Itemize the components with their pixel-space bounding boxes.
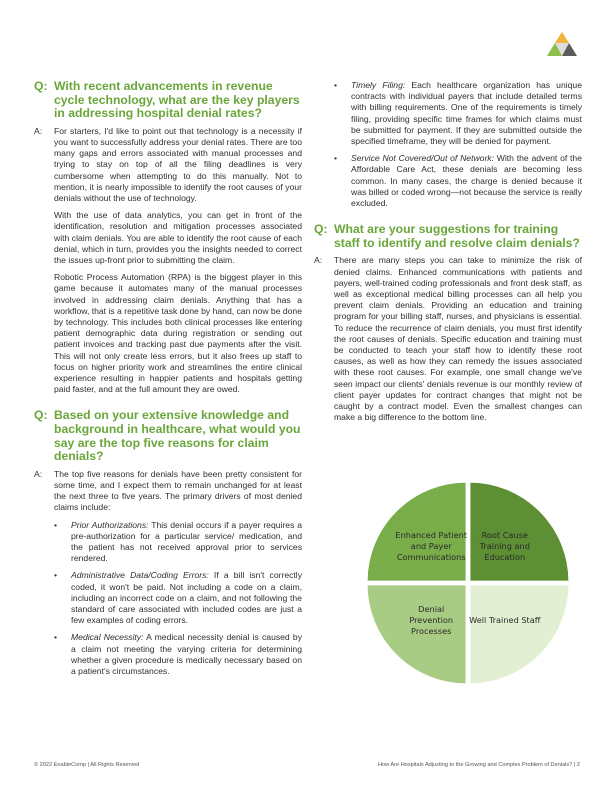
footer-copyright: © 2022 EnableComp | All Rights Reserved bbox=[34, 762, 140, 768]
pie-slice-label: Denial Prevention Processes bbox=[409, 603, 454, 636]
pie-slice-label: Enhanced Patient and Payer Communications bbox=[395, 530, 468, 563]
question-2-text: Based on your extensive knowledge and background in healthcare, what would you say are the top five reasons for claim denials? bbox=[54, 408, 301, 464]
bullet-term: Prior Authorizations: bbox=[71, 519, 149, 530]
answer-1-paragraph: For starters, I'd like to point out that technology is a necessity if you want to successfully address your denial rates. There are too many gaps and errors associated with manual processes and trying to stay on top of all the filing deadlines is very cumbersome when attempting to do this manually. Not to mention, it is nearly impossible to identify the root causes of your denials without the use of technology. bbox=[54, 125, 302, 203]
a-label: A: bbox=[314, 255, 323, 266]
training-pie-chart bbox=[360, 475, 576, 691]
denial-reasons-list-continued bbox=[334, 80, 582, 209]
pie-slice-label: Well Trained Staff bbox=[469, 614, 541, 625]
bullet-text: A medical necessity denial is caused by a claim not meeting the varying criteria for determining whether a given procedure is medically necessary based on a patient's circumstances. bbox=[71, 632, 302, 677]
left-column bbox=[34, 80, 302, 683]
question-3 bbox=[314, 223, 582, 250]
q-label: Q: bbox=[34, 408, 48, 423]
bullet-text: Each healthcare organization has unique contracts with individual payers that include detailed terms with billing requirements. One of the requirements is timely filing, providing specific time frames for which claims must be submitted for payment. If they are submitted outside the specified timeframe, they will be denied for payment. bbox=[351, 80, 582, 147]
answer-3-paragraph: There are many steps you can take to minimize the risk of denied claims. Enhanced communications with patients and payers, well-trained coding professionals and front desk staff, as well as exceptional medical billing processes can all help you prevent claim denials. Providing an education and training program for your billing staff, nurses, and physicians is essential. To reduce the recurrence of claim denials, you must first identify the root causes of denials. Specific education and training must be conducted to teach your staff how to identify these root causes, as well as how they can remedy the issues associated with these root causes. For example, one small change we've seen impact our clients' denials revenue is our monthly review of client payer updates for contract changes that might not be caught by a contract model. Even the smallest changes can make a big difference to the bottom line. bbox=[334, 255, 582, 423]
list-item bbox=[334, 153, 582, 209]
answer-3 bbox=[314, 255, 582, 423]
question-1-text: With recent advancements in revenue cycle technology, what are the key players in addressing hospital denial rates? bbox=[54, 79, 300, 121]
a-label: A: bbox=[34, 125, 43, 136]
bullet-text: This denial occurs if a payer requires a pre-authorization for a particular service/ medication, and the patient has not received approval prior to services rendered. bbox=[71, 519, 302, 564]
denial-reasons-list bbox=[54, 520, 302, 678]
answer-2 bbox=[34, 469, 302, 677]
list-item bbox=[54, 632, 302, 677]
a-label: A: bbox=[34, 468, 43, 479]
list-item bbox=[54, 520, 302, 565]
question-3-text: What are your suggestions for training staff to identify and resolve claim denials? bbox=[334, 222, 580, 250]
pie-slice bbox=[469, 584, 569, 684]
answer-1 bbox=[34, 126, 302, 396]
pie-slice-label: Root Cause Training and Education bbox=[479, 530, 530, 563]
bullet-text: With the advent of the Affordable Care Act, these denials are becoming less common. In many cases, the charge is denied because it was billed or coded wrong—not because the service is really excluded. bbox=[351, 153, 582, 209]
question-2 bbox=[34, 409, 302, 463]
bullet-term: Medical Necessity: bbox=[71, 632, 144, 643]
q-label: Q: bbox=[34, 79, 48, 93]
bullet-text: If a bill isn't correctly coded, it won't be paid. Not including a code on a claim, including an incorrect code on a claim, and not following the standard of care associated with included codes are just a few examples of coding errors. bbox=[71, 570, 303, 626]
list-item bbox=[54, 570, 302, 626]
bullet-term: Timely Filing: bbox=[351, 80, 406, 90]
answer-1-paragraph: Robotic Process Automation (RPA) is the biggest player in this game because it automates many of the manual processes involved in addressing claim denials. Anything that has a workflow, that is a repetitive task done by hand, can now be done by technology. This includes both clinical processes like entering patient demographic data during registration or sending out patient invoices and tracking past due payments after the visit. This will not only create less errors, but it also frees up staff to focus on higher priority work and streamlines the entire clinical experience resulting in happier patients and hospitals getting paid faster, and at the full amount they are owed. bbox=[54, 272, 302, 395]
bullet-term: Administrative Data/Coding Errors: bbox=[71, 570, 209, 581]
answer-2-intro: The top five reasons for denials have been pretty consistent for some time, and I expect them to remain unchanged for at least the next three to five years. The primary drivers of most denied claims include: bbox=[54, 468, 302, 513]
enablecomp-logo-icon bbox=[545, 30, 579, 64]
q-label: Q: bbox=[314, 222, 328, 237]
question-1 bbox=[34, 80, 302, 121]
list-item bbox=[334, 80, 582, 147]
answer-2-continued bbox=[314, 80, 582, 209]
bullet-term: Service Not Covered/Out of Network: bbox=[351, 153, 494, 164]
right-column bbox=[314, 80, 582, 429]
answer-1-paragraph: With the use of data analytics, you can get in front of the identification, resolution and mitigation processes associated with claim denials. You are able to identify the root cause of each denial, which in turn, provides you the insights needed to correct the issues up-front prior to submitting the claim. bbox=[54, 210, 302, 266]
footer-doc-title: How Are Hospitals Adjusting to the Growing and Complex Problem of Denials? | 2 bbox=[378, 762, 580, 768]
